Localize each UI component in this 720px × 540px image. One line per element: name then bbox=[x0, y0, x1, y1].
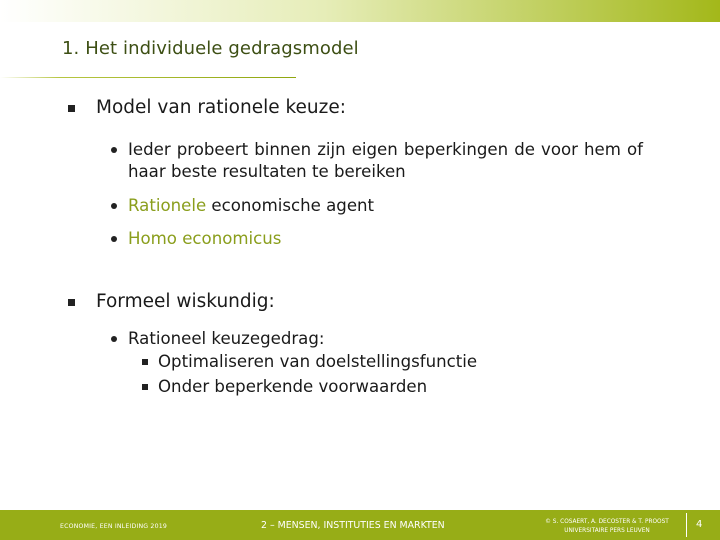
round-bullet-icon bbox=[111, 336, 117, 342]
sub-sub-bullet-text: Optimaliseren van doelstellingsfunctie bbox=[158, 352, 478, 371]
footer-bar bbox=[0, 510, 720, 540]
sub-bullet-text: Rationeel keuzegedrag: bbox=[128, 329, 325, 348]
sub-bullet-text bbox=[128, 195, 374, 217]
round-bullet-icon bbox=[111, 236, 117, 242]
accent-word: Rationele bbox=[128, 196, 207, 215]
footer-copyright-line2: UNIVERSITAIRE PERS LEUVEN bbox=[564, 528, 650, 534]
round-bullet-icon bbox=[111, 203, 117, 209]
square-bullet-icon bbox=[142, 384, 148, 390]
slide-title: 1. Het individuele gedragsmodel bbox=[62, 38, 359, 59]
sub-bullet-text: Ieder probeert binnen zijn eigen beperkingen de voor hem of haar beste resultaten te bereiken bbox=[128, 140, 643, 181]
title-underline bbox=[0, 77, 296, 78]
footer-chapter-title: 2 – MENSEN, INSTITUTIES EN MARKTEN bbox=[261, 520, 445, 531]
footer-divider bbox=[686, 513, 687, 537]
square-bullet-icon bbox=[68, 299, 75, 306]
sub-bullet-rest: economische agent bbox=[206, 196, 375, 215]
footer-copyright-line1: © S. COSAERT, A. DECOSTER & T. PROOST bbox=[545, 519, 669, 525]
square-bullet-icon bbox=[68, 105, 75, 112]
square-bullet-icon bbox=[142, 359, 148, 365]
sub-bullet-text: Homo economicus bbox=[128, 229, 282, 248]
top-gradient-band bbox=[0, 0, 720, 22]
round-bullet-icon bbox=[111, 147, 117, 153]
bullet-text: Model van rationele keuze: bbox=[96, 97, 346, 118]
footer-course-title: ECONOMIE, EEN INLEIDING 2019 bbox=[60, 523, 167, 530]
sub-sub-bullet-text: Onder beperkende voorwaarden bbox=[158, 377, 428, 396]
page-number: 4 bbox=[696, 519, 703, 530]
footer-copyright bbox=[532, 518, 682, 536]
bullet-text: Formeel wiskundig: bbox=[96, 291, 275, 312]
